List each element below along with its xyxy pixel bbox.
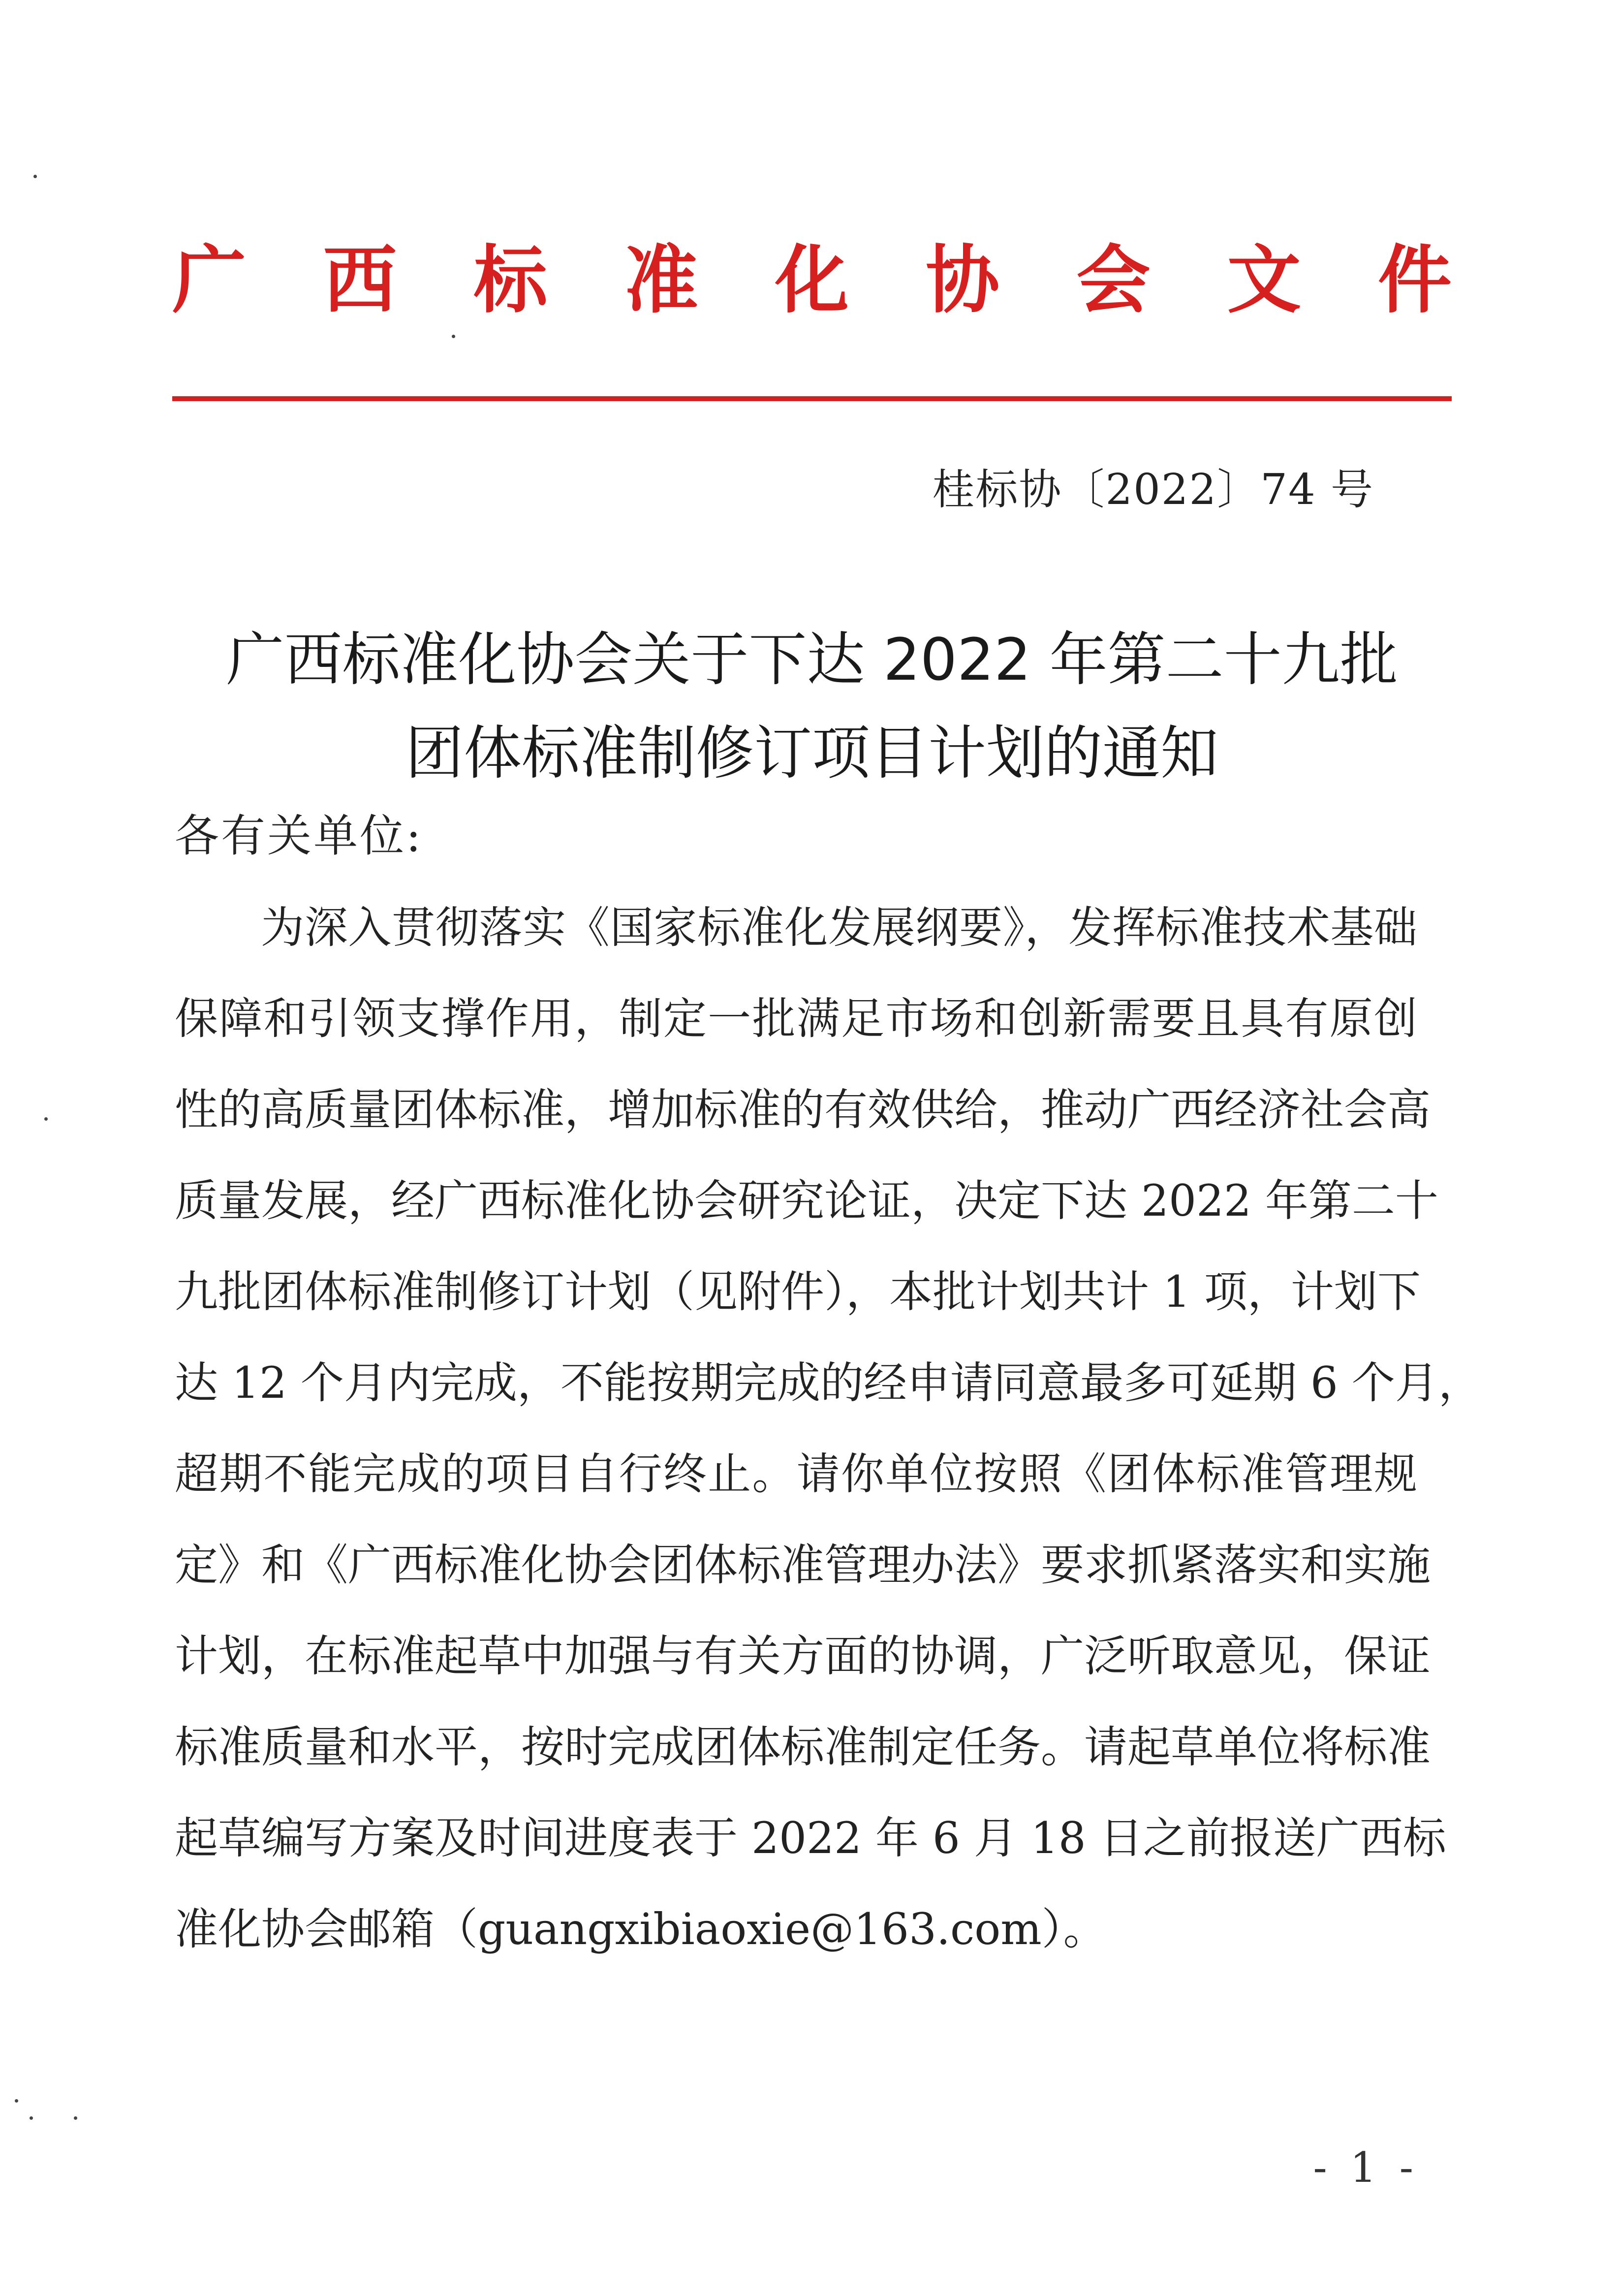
- header-char: 会: [1076, 238, 1151, 323]
- body-line: 计划，在标准起草中加强与有关方面的协调，广泛听取意见，保证: [175, 1631, 1431, 1681]
- body-line: 超期不能完成的项目自行终止。请你单位按照《团体标准管理规: [175, 1448, 1417, 1499]
- body-line: 起草编写方案及时间进度表于 2022 年 6 月 18 日之前报送广西标: [175, 1813, 1446, 1863]
- body-line: 达 12 个月内完成，不能按期完成的经申请同意最多可延期 6 个月，: [175, 1357, 1482, 1408]
- header-char: 广: [172, 238, 247, 323]
- body-line: 九批团体标准制修订计划（见附件），本批计划共计 1 项，计划下: [175, 1266, 1421, 1317]
- body-line: 保障和引领支撑作用，制定一批满足市场和创新需要且具有原创: [175, 993, 1417, 1044]
- header-char: 标: [473, 238, 548, 323]
- body-line: 质量发展，经广西标准化协会研究论证，决定下达 2022 年第二十: [175, 1175, 1438, 1226]
- body-line: 准化协会邮箱（guangxibiaoxie@163.com）。: [175, 1904, 1107, 1954]
- document-title: [148, 613, 1476, 800]
- title-line-2: 团体标准制修订项目计划的通知: [405, 719, 1218, 787]
- scan-speck: [452, 335, 455, 338]
- scan-speck: [33, 175, 37, 178]
- body-line: 性的高质量团体标准，增加标准的有效供给，推动广西经济社会高: [175, 1084, 1431, 1135]
- scan-speck: [15, 2099, 18, 2103]
- scan-speck: [74, 2116, 77, 2120]
- document-number: 桂标协〔2022〕74 号: [932, 465, 1374, 514]
- body-line: 定》和《广西标准化协会团体标准管理办法》要求抓紧落实和实施: [175, 1540, 1431, 1590]
- header-divider: [172, 396, 1452, 401]
- issuer-header: [172, 231, 1452, 330]
- header-char: 协: [926, 238, 1000, 323]
- header-char: 西: [323, 238, 397, 323]
- header-char: 件: [1377, 238, 1452, 323]
- body-line: 标准质量和水平，按时完成团体标准制定任务。请起草单位将标准: [175, 1722, 1431, 1772]
- scan-speck: [44, 1117, 48, 1121]
- header-char: 化: [775, 238, 849, 323]
- title-line-1: 广西标准化协会关于下达 2022 年第二十九批: [226, 626, 1398, 693]
- salutation: 各有关单位:: [175, 810, 423, 862]
- header-char: 文: [1227, 238, 1301, 323]
- header-char: 准: [624, 238, 698, 323]
- body-line: 为深入贯彻落实《国家标准化发展纲要》，发挥标准技术基础: [261, 902, 1417, 953]
- page-number: - 1 -: [1313, 2143, 1418, 2192]
- scan-speck: [30, 2116, 33, 2120]
